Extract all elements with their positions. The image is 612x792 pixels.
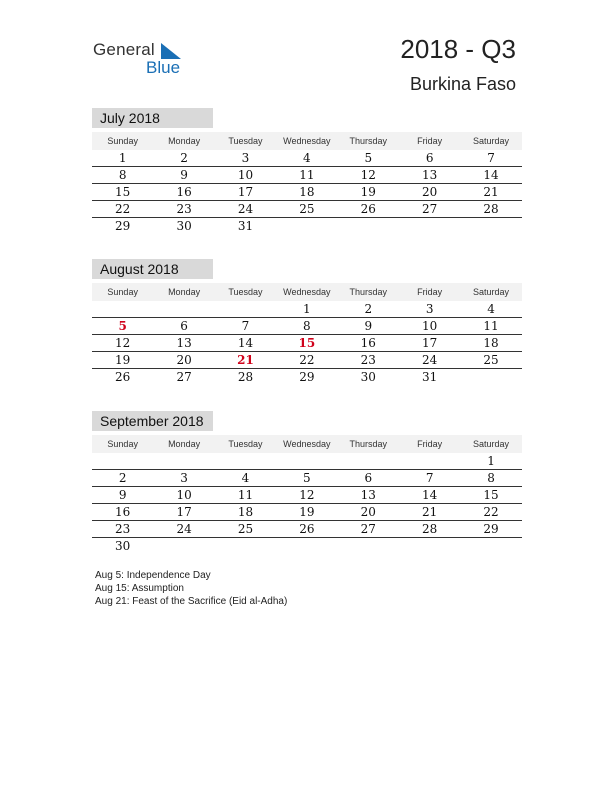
weekday-label: Monday xyxy=(168,287,201,297)
day-cell: 14 xyxy=(483,168,499,182)
day-cell: 6 xyxy=(180,319,188,333)
month-july xyxy=(92,108,522,234)
day-cell: 6 xyxy=(425,151,434,165)
week-row xyxy=(92,504,522,521)
day-cell: 12 xyxy=(299,488,315,502)
day-cell: 25 xyxy=(299,202,315,216)
logo-text-blue: Blue xyxy=(146,58,181,77)
day-cell: 5 xyxy=(303,471,311,485)
day-cell: 6 xyxy=(364,471,373,485)
day-cell: 17 xyxy=(422,336,438,350)
day-cell xyxy=(338,453,399,469)
day-cell: 14 xyxy=(237,336,254,350)
day-cell: 3 xyxy=(425,302,434,316)
day-cell: 1 xyxy=(303,302,311,316)
week-row xyxy=(92,167,522,184)
day-cell: 16 xyxy=(115,505,131,519)
day-cell: 22 xyxy=(115,202,131,216)
day-cell: 1 xyxy=(487,454,495,468)
month-title: September 2018 xyxy=(92,411,213,431)
day-cell: 8 xyxy=(118,168,127,182)
week-row xyxy=(92,369,522,385)
day-cell xyxy=(276,453,337,469)
week-row xyxy=(92,335,522,352)
day-cell: 17 xyxy=(237,185,254,199)
day-cell: 29 xyxy=(115,219,131,233)
day-cell: 9 xyxy=(180,168,188,182)
day-cell: 4 xyxy=(487,302,495,316)
day-cell: 18 xyxy=(483,336,499,350)
page-title: 2018 - Q3 xyxy=(400,34,516,64)
day-cell: 30 xyxy=(360,370,376,384)
day-cell: 3 xyxy=(180,471,188,485)
month-august xyxy=(92,259,522,385)
week-row xyxy=(92,318,522,335)
weekday-label: Saturday xyxy=(473,287,510,297)
day-cell: 12 xyxy=(360,168,376,182)
day-cell: 8 xyxy=(303,319,311,333)
weekday-label: Saturday xyxy=(473,439,510,449)
holiday-note: Aug 21: Feast of the Sacrifice (Eid al-Adha) xyxy=(95,596,288,607)
day-cell xyxy=(215,538,276,554)
day-cell: 12 xyxy=(115,336,131,350)
day-cell: 27 xyxy=(176,370,192,384)
holiday-note: Aug 5: Independence Day xyxy=(95,570,211,581)
weekday-label: Tuesday xyxy=(228,287,263,297)
day-cell: 18 xyxy=(299,185,315,199)
day-cell xyxy=(399,538,460,554)
day-cell: 10 xyxy=(237,168,254,182)
day-cell: 24 xyxy=(422,353,438,367)
day-cell: 13 xyxy=(422,168,438,182)
day-cell: 26 xyxy=(299,522,315,536)
day-cell: 3 xyxy=(241,151,250,165)
week-row xyxy=(92,538,522,554)
day-cell: 23 xyxy=(115,522,131,536)
weekday-header-row xyxy=(92,283,522,301)
day-cell xyxy=(215,301,276,317)
day-cell: 18 xyxy=(237,505,254,519)
week-row xyxy=(92,521,522,538)
week-row xyxy=(92,470,522,487)
day-cell xyxy=(338,538,399,554)
day-cell xyxy=(338,218,399,234)
day-cell: 15 xyxy=(483,488,499,502)
day-cell: 8 xyxy=(487,471,495,485)
day-cell: 13 xyxy=(176,336,192,350)
holiday-notes xyxy=(95,569,287,608)
day-cell: 11 xyxy=(483,319,499,333)
holiday-day-cell: 15 xyxy=(298,336,316,350)
day-cell: 29 xyxy=(483,522,499,536)
logo-text-general: General xyxy=(93,40,155,59)
day-cell: 30 xyxy=(115,539,131,553)
weekday-header-row xyxy=(92,435,522,453)
week-row xyxy=(92,352,522,369)
week-row xyxy=(92,453,522,470)
day-cell: 28 xyxy=(237,370,254,384)
weekday-label: Sunday xyxy=(107,136,138,146)
day-cell: 16 xyxy=(360,336,376,350)
day-cell: 30 xyxy=(176,219,192,233)
day-cell: 1 xyxy=(118,151,127,165)
day-cell: 7 xyxy=(241,319,250,333)
day-cell: 24 xyxy=(176,522,192,536)
day-cell: 23 xyxy=(360,353,376,367)
holiday-day-cell: 5 xyxy=(118,319,127,333)
brand-logo xyxy=(93,40,193,80)
month-title: July 2018 xyxy=(92,108,213,128)
day-cell xyxy=(153,301,214,317)
day-cell: 2 xyxy=(118,471,127,485)
week-row xyxy=(92,301,522,318)
weekday-label: Wednesday xyxy=(283,439,331,449)
day-cell: 20 xyxy=(176,353,192,367)
week-row xyxy=(92,487,522,504)
day-cell: 21 xyxy=(483,185,499,199)
day-cell: 14 xyxy=(422,488,438,502)
day-cell: 27 xyxy=(422,202,438,216)
weekday-label: Monday xyxy=(168,439,201,449)
day-cell: 31 xyxy=(237,219,254,233)
day-cell xyxy=(92,453,153,469)
day-cell: 21 xyxy=(422,505,438,519)
day-cell: 9 xyxy=(118,488,127,502)
weekday-label: Friday xyxy=(417,287,443,297)
month-september xyxy=(92,411,522,554)
weekday-label: Sunday xyxy=(107,287,138,297)
day-cell xyxy=(153,538,214,554)
day-cell: 9 xyxy=(364,319,373,333)
weekday-label: Wednesday xyxy=(283,136,331,146)
weekday-header-row xyxy=(92,132,522,150)
holiday-note: Aug 15: Assumption xyxy=(95,583,184,594)
weekday-label: Wednesday xyxy=(283,287,331,297)
day-cell: 22 xyxy=(299,353,315,367)
day-cell: 11 xyxy=(299,168,315,182)
weekday-label: Thursday xyxy=(349,287,388,297)
day-cell: 17 xyxy=(176,505,192,519)
country-subtitle: Burkina Faso xyxy=(409,74,516,94)
day-cell: 25 xyxy=(483,353,499,367)
day-cell: 7 xyxy=(425,471,434,485)
day-cell: 27 xyxy=(360,522,376,536)
day-cell xyxy=(276,538,337,554)
weekday-label: Saturday xyxy=(473,136,510,146)
day-cell xyxy=(399,453,460,469)
day-cell: 13 xyxy=(360,488,376,502)
day-cell: 11 xyxy=(237,488,254,502)
weekday-label: Friday xyxy=(417,136,443,146)
day-cell: 16 xyxy=(176,185,192,199)
day-cell: 26 xyxy=(360,202,376,216)
day-cell xyxy=(276,218,337,234)
logo-triangle-icon xyxy=(161,43,181,59)
day-cell: 23 xyxy=(176,202,192,216)
weekday-label: Monday xyxy=(168,136,201,146)
weekday-label: Thursday xyxy=(349,439,388,449)
day-cell: 20 xyxy=(422,185,438,199)
weekday-label: Thursday xyxy=(349,136,388,146)
weekday-label: Sunday xyxy=(107,439,138,449)
day-cell: 28 xyxy=(483,202,499,216)
month-title: August 2018 xyxy=(92,259,213,279)
day-cell: 19 xyxy=(299,505,315,519)
day-cell: 29 xyxy=(299,370,315,384)
day-cell xyxy=(215,453,276,469)
day-cell xyxy=(399,218,460,234)
day-cell xyxy=(460,369,521,385)
week-row xyxy=(92,201,522,218)
day-cell xyxy=(92,301,153,317)
day-cell: 28 xyxy=(422,522,438,536)
day-cell: 4 xyxy=(241,471,250,485)
day-cell: 25 xyxy=(237,522,254,536)
weekday-label: Tuesday xyxy=(228,136,263,146)
day-cell: 2 xyxy=(364,302,373,316)
day-cell xyxy=(460,218,521,234)
day-cell: 10 xyxy=(176,488,192,502)
day-cell xyxy=(460,538,521,554)
holiday-day-cell: 21 xyxy=(237,353,254,367)
day-cell: 10 xyxy=(422,319,438,333)
day-cell xyxy=(153,453,214,469)
day-cell: 7 xyxy=(487,151,495,165)
weekday-label: Tuesday xyxy=(228,439,263,449)
week-row xyxy=(92,184,522,201)
day-cell: 4 xyxy=(303,151,311,165)
day-cell: 26 xyxy=(115,370,131,384)
day-cell: 19 xyxy=(360,185,376,199)
week-row xyxy=(92,150,522,167)
day-cell: 31 xyxy=(422,370,438,384)
day-cell: 2 xyxy=(180,151,188,165)
day-cell: 20 xyxy=(360,505,376,519)
day-cell: 19 xyxy=(115,353,131,367)
week-row xyxy=(92,218,522,234)
day-cell: 15 xyxy=(115,185,131,199)
day-cell: 24 xyxy=(237,202,254,216)
day-cell: 22 xyxy=(483,505,499,519)
day-cell: 5 xyxy=(364,151,373,165)
weekday-label: Friday xyxy=(417,439,443,449)
